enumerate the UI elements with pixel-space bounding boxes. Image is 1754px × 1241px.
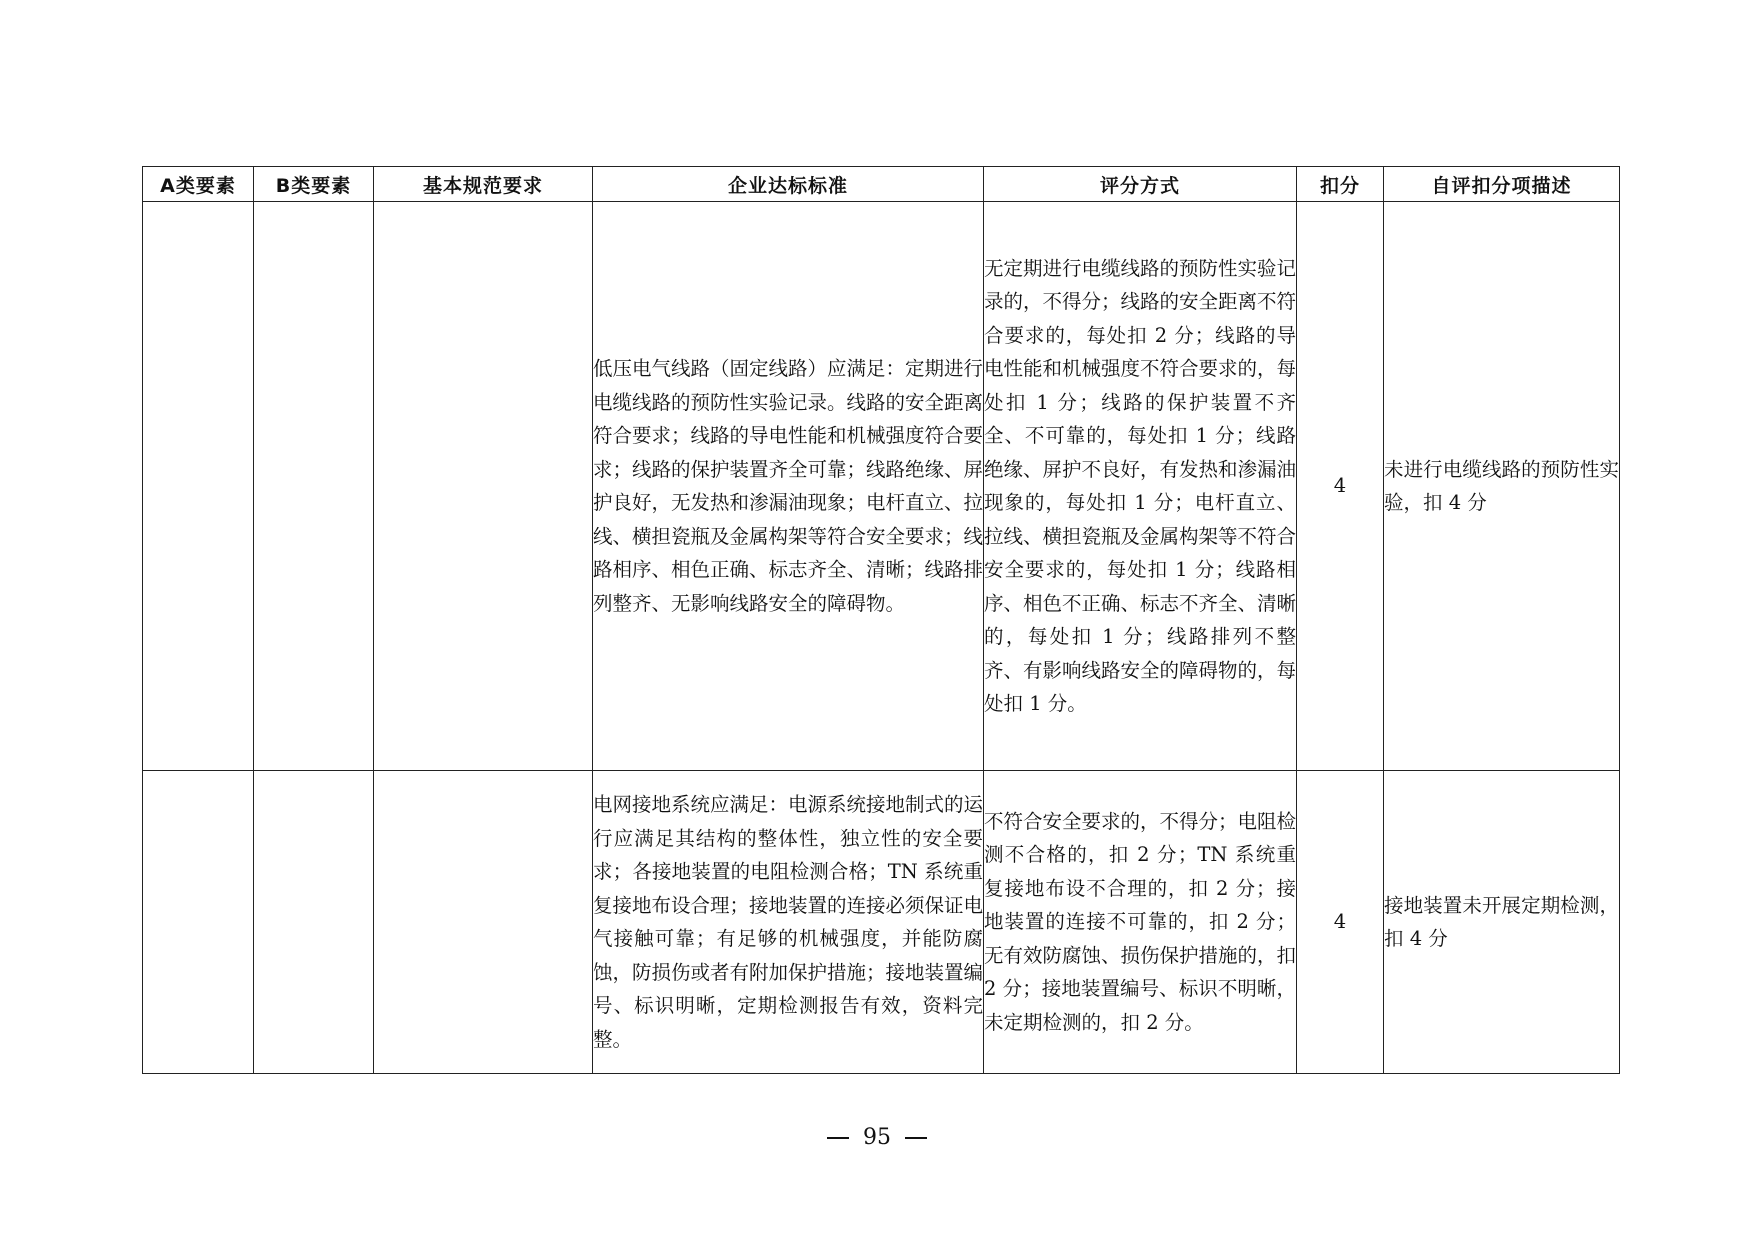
a-element-cell xyxy=(143,202,254,771)
deduction-cell: 4 xyxy=(1297,771,1384,1074)
dash-left xyxy=(827,1137,849,1139)
enterprise-standard-cell: 电网接地系统应满足：电源系统接地制式的运行应满足其结构的整体性，独立性的安全要求；各接地装置的电阻检测合格；TN 系统重复接地布设合理；接地装置的连接必须保证电气接触可靠；有足够的机械强度，并能防腐蚀，防损伤或者有附加保护措施；接地装置编号、标识明晰，定期检测报告有效，资料完整。 xyxy=(593,771,984,1074)
scoring-method-cell: 不符合安全要求的，不得分；电阻检测不合格的，扣 2 分；TN 系统重复接地布设不合理的，扣 2 分；接地装置的连接不可靠的，扣 2 分；无有效防腐蚀、损伤保护措施的，扣 2 分；接地装置编号、标识不明晰，未定期检测的，扣 2 分。 xyxy=(984,771,1297,1074)
self-eval-description-cell: 接地装置未开展定期检测，扣 4 分 xyxy=(1384,771,1620,1074)
header-a-element: A类要素 xyxy=(143,167,254,202)
header-enterprise-standard: 企业达标标准 xyxy=(593,167,984,202)
b-element-cell xyxy=(254,771,374,1074)
header-deduction: 扣分 xyxy=(1297,167,1384,202)
header-scoring-method: 评分方式 xyxy=(984,167,1297,202)
header-row xyxy=(143,167,1620,202)
table-row xyxy=(143,202,1620,771)
scoring-method-cell: 无定期进行电缆线路的预防性实验记录的，不得分；线路的安全距离不符合要求的，每处扣 2 分；线路的导电性能和机械强度不符合要求的，每处扣 1 分；线路的保护装置不齐全、不可靠的，每处扣 1 分；线路绝缘、屏护不良好，有发热和渗漏油现象的，每处扣 1 分；电杆直立、拉线、横担瓷瓶及金属构架等不符合安全要求的，每处扣 1 分；线路相序、相色不正确、标志不齐全、清晰的，每处扣 1 分；线路排列不整齐、有影响线路安全的障碍物的，每处扣 1 分。 xyxy=(984,202,1297,771)
header-b-element: B类要素 xyxy=(254,167,374,202)
dash-right xyxy=(905,1137,927,1139)
table-row xyxy=(143,771,1620,1074)
basic-requirement-cell xyxy=(374,771,593,1074)
header-self-eval-description: 自评扣分项描述 xyxy=(1384,167,1620,202)
enterprise-standard-cell: 低压电气线路（固定线路）应满足：定期进行电缆线路的预防性实验记录。线路的安全距离符合要求；线路的导电性能和机械强度符合要求；线路的保护装置齐全可靠；线路绝缘、屏护良好，无发热和渗漏油现象；电杆直立、拉线、横担瓷瓶及金属构架等符合安全要求；线路相序、相色正确、标志齐全、清晰；线路排列整齐、无影响线路安全的障碍物。 xyxy=(593,202,984,771)
evaluation-table xyxy=(142,166,1620,1074)
header-basic-requirement: 基本规范要求 xyxy=(374,167,593,202)
page-footer xyxy=(0,1125,1754,1150)
deduction-cell: 4 xyxy=(1297,202,1384,771)
b-element-cell xyxy=(254,202,374,771)
basic-requirement-cell xyxy=(374,202,593,771)
page-number: 95 xyxy=(863,1125,891,1150)
self-eval-description-cell: 未进行电缆线路的预防性实验，扣 4 分 xyxy=(1384,202,1620,771)
a-element-cell xyxy=(143,771,254,1074)
